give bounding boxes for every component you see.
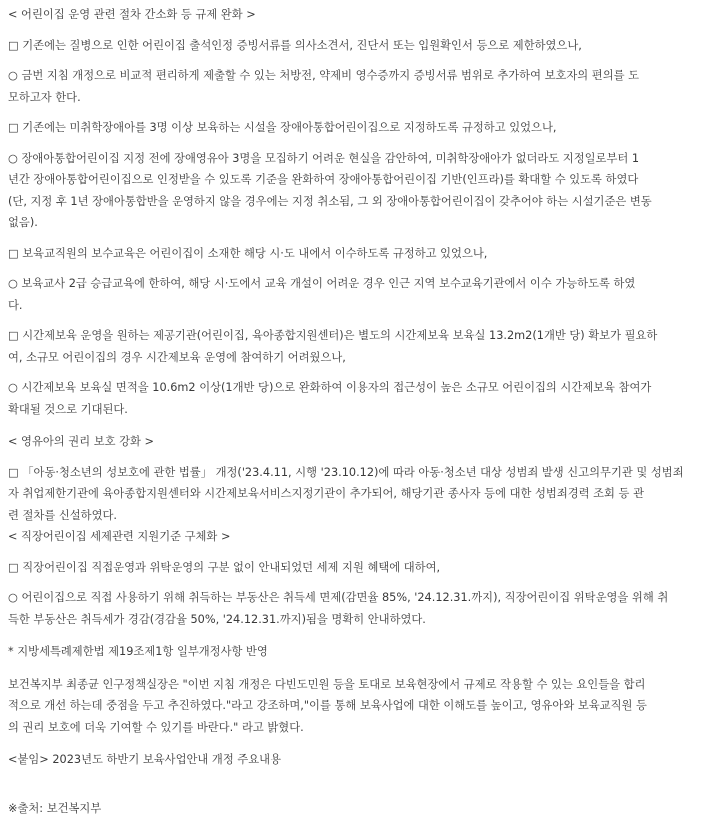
paragraph-line: □ 기존에는 질병으로 인한 어린이집 출석인정 증빙서류를 의사소견서, 진단서 또는 입원확인서 등으로 제한하였으나, [8, 35, 697, 57]
paragraph-attendance-docs-change [8, 65, 697, 108]
paragraph-training [8, 243, 697, 265]
paragraph-workplace-tax [8, 557, 697, 579]
paragraph-line: □ 기존에는 미취학장애아를 3명 이상 보육하는 시설을 장애아통합어린이집으로 지정하도록 규정하고 있었으나, [8, 117, 697, 139]
paragraph-quote [8, 674, 697, 739]
paragraph-training-change [8, 273, 697, 316]
paragraph-line: 득한 부동산은 취득세가 경감(경감율 50%, '24.12.31.까지)됨을 명확히 안내하였다. [8, 609, 697, 631]
paragraph-line: 련 절차를 신설하였다. [8, 505, 697, 527]
paragraph-parttime-room [8, 325, 697, 368]
attachment-note: <붙임> 2023년도 하반기 보육사업안내 개정 주요내용 [8, 749, 697, 771]
paragraph-workplace-tax-change [8, 587, 697, 630]
paragraph-line: □ 보육교직원의 보수교육은 어린이집이 소재한 해당 시·도 내에서 이수하도록 규정하고 있었으나, [8, 243, 697, 265]
paragraph-line: 확대될 것으로 기대된다. [8, 399, 697, 421]
paragraph-line: ○ 보육교사 2급 승급교육에 한하여, 해당 시·도에서 교육 개설이 어려운 경우 인근 지역 보수교육기관에서 이수 가능하도록 하였 [8, 273, 697, 295]
section-heading-tax: < 직장어린이집 세제관련 지원기준 구체화 > [8, 526, 697, 548]
paragraph-parttime-room-change [8, 377, 697, 420]
paragraph-line: ○ 시간제보육 보육실 면적을 10.6m2 이상(1개반 당)으로 완화하여 이용자의 접근성이 높은 소규모 어린이집의 시간제보육 참여가 [8, 377, 697, 399]
footnote: * 지방세특례제한법 제19조제1항 일부개정사항 반영 [8, 641, 697, 663]
section-heading-regulation: < 어린이집 운영 관련 절차 간소화 등 규제 완화 > [8, 4, 697, 26]
paragraph-line: 적으로 개선 하는데 중점을 두고 추진하였다."라고 강조하며,"이를 통해 보육사업에 대한 이해도를 높이고, 영유아와 보육교직원 등 [8, 695, 697, 717]
paragraph-line: □ 시간제보육 운영을 원하는 제공기관(어린이집, 육아종합지원센터)은 별도의 시간제보육 보육실 13.2m2(1개반 당) 확보가 필요하 [8, 325, 697, 347]
paragraph-line: ○ 어린이집으로 직접 사용하기 위해 취득하는 부동산은 취득세 면제(감면율 85%, '24.12.31.까지), 직장어린이집 위탁운영을 위해 취 [8, 587, 697, 609]
paragraph-line: □ 「아동·청소년의 성보호에 관한 법률」 개정('23.4.11, 시행 '23.10.12)에 따라 아동·청소년 대상 성범죄 발생 신고의무기관 및 성범죄 [8, 462, 697, 484]
paragraph-line: □ 직장어린이집 직접운영과 위탁운영의 구분 없이 안내되었던 세제 지원 혜택에 대하여, [8, 557, 697, 579]
paragraph-line: 보건복지부 최종균 인구정책실장은 "이번 지침 개정은 다빈도민원 등을 토대로 보육현장에서 규제로 작용할 수 있는 요인들을 합리 [8, 674, 697, 696]
source-credit: ※출처: 보건복지부 [8, 798, 697, 819]
paragraph-line: 다. [8, 295, 697, 317]
paragraph-integrated-daycare-change [8, 148, 697, 234]
paragraph-line: ○ 금번 지침 개정으로 비교적 편리하게 제출할 수 있는 처방전, 약제비 영수증까지 증빙서류 범위로 추가하여 보호자의 편의를 도 [8, 65, 697, 87]
paragraph-child-protection [8, 462, 697, 527]
section-heading-rights: < 영유아의 권리 보호 강화 > [8, 431, 697, 453]
paragraph-line: 년간 장애아통합어린이집으로 인정받을 수 있도록 기준을 완화하여 장애아통합어린이집 기반(인프라)를 확대할 수 있도록 하였다 [8, 169, 697, 191]
paragraph-line: 없음). [8, 212, 697, 234]
paragraph-line: (단, 지정 후 1년 장애아통합반을 운영하지 않을 경우에는 지정 취소됨, 그 외 장애아통합어린이집이 갖추어야 하는 시설기준은 변동 [8, 191, 697, 213]
paragraph-line: 의 권리 보호에 더욱 기여할 수 있기를 바란다." 라고 밝혔다. [8, 717, 697, 739]
paragraph-line: 여, 소규모 어린이집의 경우 시간제보육 운영에 참여하기 어려웠으나, [8, 347, 697, 369]
paragraph-line: 모하고자 한다. [8, 87, 697, 109]
paragraph-line: 자 취업제한기관에 육아종합지원센터와 시간제보육서비스지정기관이 추가되어, 해당기관 종사자 등에 대한 성범죄경력 조회 등 관 [8, 483, 697, 505]
paragraph-integrated-daycare [8, 117, 697, 139]
paragraph-line: ○ 장애아통합어린이집 지정 전에 장애영유아 3명을 모집하기 어려운 현실을 감안하여, 미취학장애아가 없더라도 지정일로부터 1 [8, 148, 697, 170]
paragraph-attendance-docs [8, 35, 697, 57]
